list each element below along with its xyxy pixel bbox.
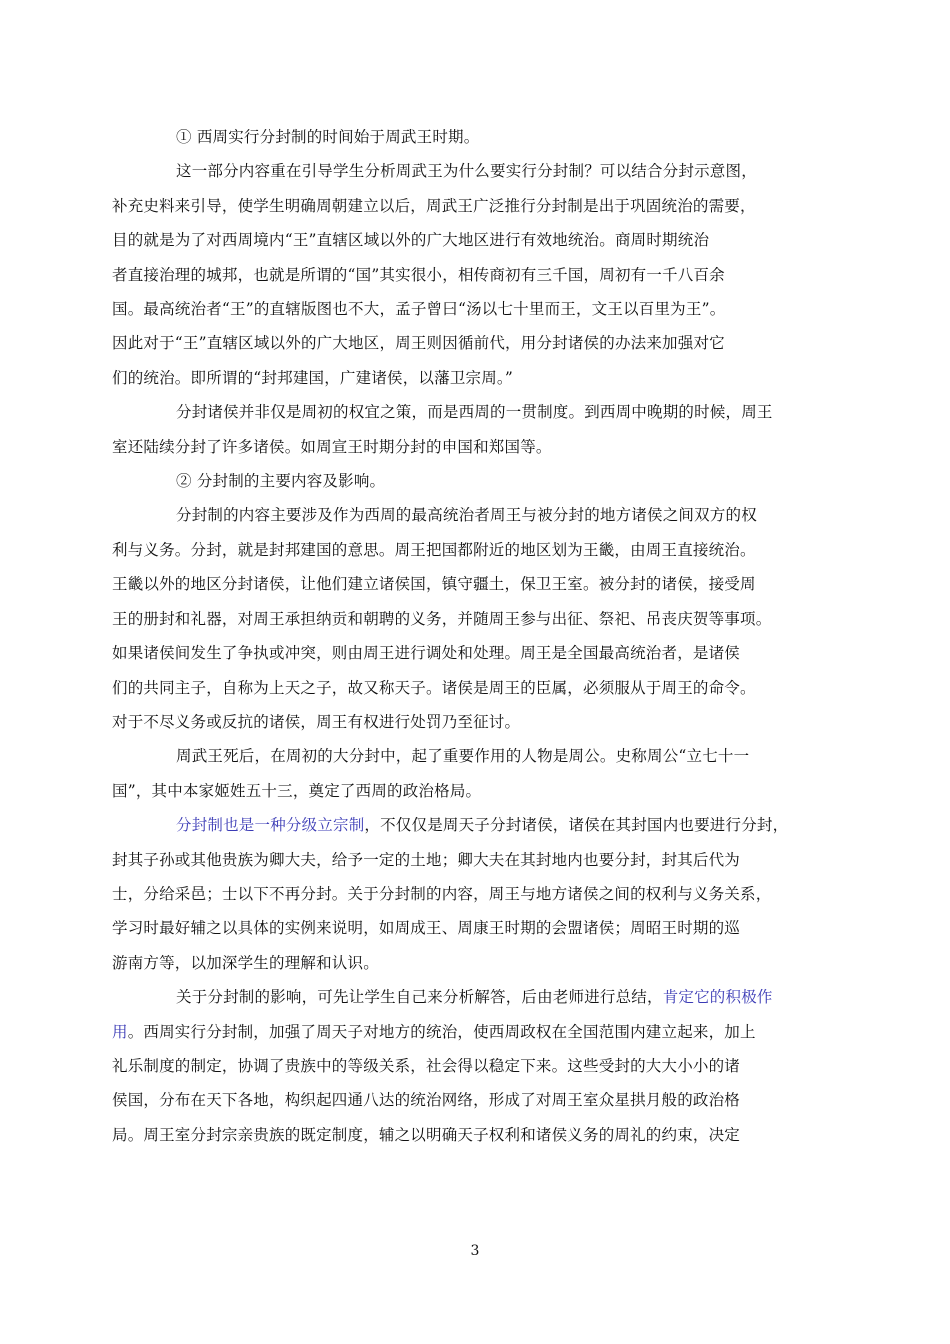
text-line [112, 430, 812, 464]
text-segment: 周武王死后，在周初的大分封中，起了重要作用的人物是周公。史称周公“立七十一 [176, 747, 750, 766]
text-line [144, 395, 812, 429]
text-line [112, 361, 812, 395]
document-body [112, 120, 812, 1152]
text-segment: 关于分封制的影响，可先让学生自己来分析解答，后由老师进行总结， [176, 988, 663, 1007]
text-line [112, 843, 812, 877]
text-line [144, 739, 812, 773]
text-segment: 因此对于“王”直辖区域以外的广大地区，周王则因循前代，用分封诸侯的办法来加强对它 [112, 334, 725, 353]
text-line [112, 671, 812, 705]
highlighted-text: 用 [112, 1022, 128, 1041]
text-segment: 们的统治。即所谓的“封邦建国，广建诸侯，以藩卫宗周。” [112, 368, 513, 387]
text-line [112, 292, 812, 326]
text-segment: ② 分封制的主要内容及影响。 [176, 472, 386, 491]
text-line [112, 877, 812, 911]
text-segment: 如果诸侯间发生了争执或冲突，则由周王进行调处和处理。周王是全国最高统治者，是诸侯 [112, 644, 741, 663]
text-segment: 者直接治理的城邦，也就是所谓的“国”其实很小，相传商初有三千国，周初有一千八百余 [112, 265, 725, 284]
paragraph [112, 980, 812, 1152]
text-line [144, 120, 812, 154]
text-line [144, 154, 812, 188]
text-line [112, 258, 812, 292]
text-line [144, 980, 812, 1014]
text-line [112, 1118, 812, 1152]
text-line [112, 774, 812, 808]
text-segment: 国。最高统治者“王”的直辖版图也不大，孟子曾曰“汤以七十里而王，文王以百里为王”。 [112, 300, 726, 319]
paragraph [112, 154, 812, 395]
paragraph [112, 808, 812, 980]
text-segment: 封其子孙或其他贵族为卿大夫，给予一定的土地；卿大夫在其封地内也要分封，封其后代为 [112, 850, 741, 869]
paragraph [144, 120, 812, 154]
text-segment: 王畿以外的地区分封诸侯，让他们建立诸侯国，镇守疆土，保卫王室。被分封的诸侯，接受周 [112, 575, 756, 594]
text-segment: 游南方等，以加深学生的理解和认识。 [112, 953, 379, 972]
text-segment: 学习时最好辅之以具体的实例来说明，如周成王、周康王时期的会盟诸侯；周昭王时期的巡 [112, 919, 741, 938]
text-line [112, 533, 812, 567]
text-line [112, 602, 812, 636]
text-line [144, 498, 812, 532]
text-line [112, 1015, 812, 1049]
text-line [112, 1049, 812, 1083]
text-segment: 室还陆续分封了许多诸侯。如周宣王时期分封的申国和郑国等。 [112, 437, 552, 456]
text-line [112, 636, 812, 670]
paragraph [112, 739, 812, 808]
text-line [112, 223, 812, 257]
text-segment: 分封制的内容主要涉及作为西周的最高统治者周王与被分封的地方诸侯之间双方的权 [176, 506, 757, 525]
text-segment: 国”，其中本家姬姓五十三，奠定了西周的政治格局。 [112, 781, 482, 800]
text-segment: 。西周实行分封制，加强了周天子对地方的统治，使西周政权在全国范围内建立起来，加上 [127, 1022, 756, 1041]
text-line [112, 567, 812, 601]
text-segment: 王的册封和礼器，对周王承担纳贡和朝聘的义务，并随周王参与出征、祭祀、吊丧庆贺等事项。 [112, 609, 772, 628]
text-segment: 分封诸侯并非仅是周初的权宜之策，而是西周的一贯制度。到西周中晚期的时候，周王 [176, 403, 773, 422]
page-number: 3 [470, 1243, 480, 1259]
text-line [112, 705, 812, 739]
text-segment: 目的就是为了对西周境内“王”直辖区域以外的广大地区进行有效地统治。商周时期统治 [112, 231, 710, 250]
text-line [144, 464, 812, 498]
text-segment: ① 西周实行分封制的时间始于周武王时期。 [176, 128, 480, 146]
paragraph [112, 498, 812, 739]
highlighted-text: 分封制也是一种分级立宗制 [176, 816, 365, 835]
text-segment: 对于不尽义务或反抗的诸侯，周王有权进行处罚乃至征讨。 [112, 712, 521, 731]
text-segment: 这一部分内容重在引导学生分析周武王为什么要实行分封制？可以结合分封示意图， [176, 162, 757, 181]
text-segment: 士，分给采邑；士以下不再分封。关于分封制的内容，周王与地方诸侯之间的权利与义务关系， [112, 884, 772, 903]
text-line [112, 326, 812, 360]
text-segment: 礼乐制度的制定，协调了贵族中的等级关系，社会得以稳定下来。这些受封的大大小小的诸 [112, 1056, 741, 1075]
text-segment: 利与义务。分封，就是封邦建国的意思。周王把国都附近的地区划为王畿，由周王直接统治。 [112, 540, 756, 559]
highlighted-text: 肯定它的积极作 [662, 988, 773, 1007]
text-segment: ，不仅仅是周天子分封诸侯，诸侯在其封国内也要进行分封， [364, 816, 789, 835]
text-segment: 们的共同主子，自称为上天之子，故又称天子。诸侯是周王的臣属，必须服从于周王的命令。 [112, 678, 756, 697]
text-segment: 侯国，分布在天下各地，构织起四通八达的统治网络，形成了对周王室众星拱月般的政治格 [112, 1091, 741, 1110]
paragraph [112, 395, 812, 464]
paragraph [144, 464, 812, 498]
text-segment: 局。周王室分封宗亲贵族的既定制度，辅之以明确天子权利和诸侯义务的周礼的约束，决定 [112, 1125, 741, 1144]
text-line [144, 808, 812, 842]
text-line [112, 1083, 812, 1117]
text-line [112, 911, 812, 945]
text-segment: 补充史料来引导，使学生明确周朝建立以后，周武王广泛推行分封制是出于巩固统治的需要， [112, 196, 756, 215]
text-line [112, 946, 812, 980]
text-line [112, 189, 812, 223]
